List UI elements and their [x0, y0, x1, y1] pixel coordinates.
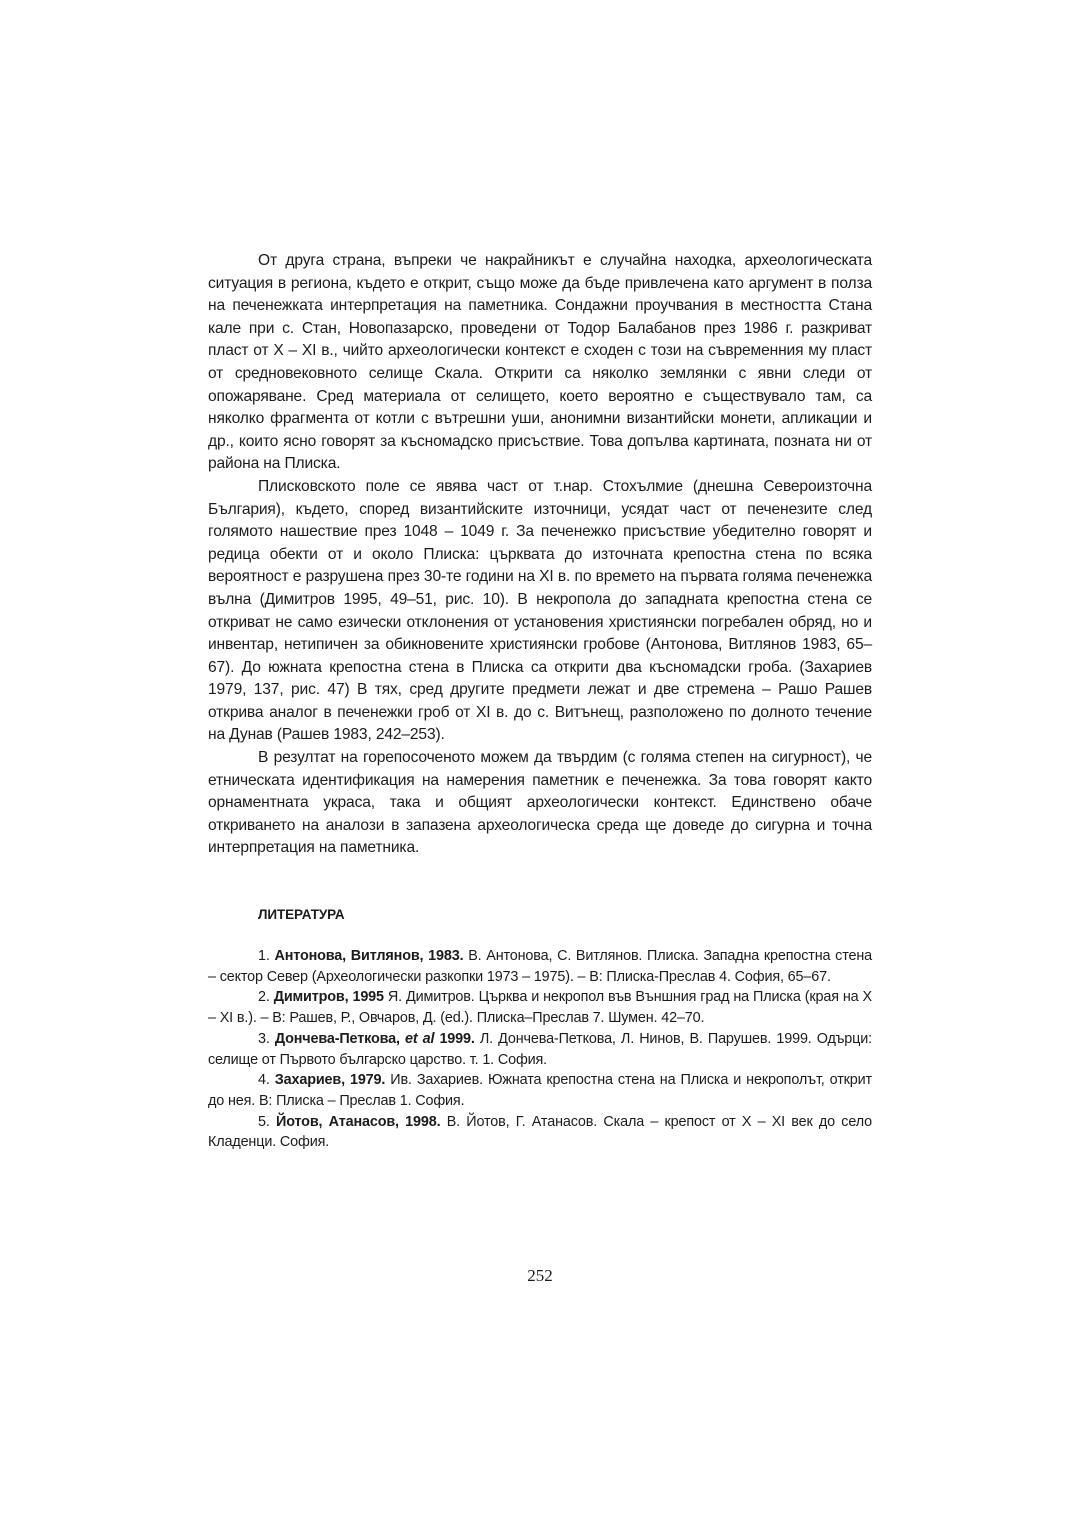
reference-number: 3. [258, 1030, 270, 1047]
reference-item [208, 1112, 872, 1153]
reference-item [208, 1070, 872, 1111]
reference-number: 4. [258, 1072, 270, 1089]
paragraph-1: От друга страна, въпреки че накрайникът е случайна находка, археологическата ситуация в региона, където е открит, също може да бъде привлечена като аргумент в полза на печенежката интерпретация на паметника. Сондажни проучвания в местността Стана кале при с. Стан, Новопазарско, проведени от Тодор Балабанов през 1986 г. разкриват пласт от Х – ХI в., чийто археологически контекст е сходен с този на съвременния му пласт от средновековното селище Скала. Открити са няколко землянки с явни следи от опожаряване. Сред материала от селището, което вероятно е съществувало там, са няколко фрагмента от котли с вътрешни уши, анонимни византийски монети, апликации и др., които ясно говорят за късномадско присъствие. Това допълва картината, позната ни от района на Плиска. [208, 252, 872, 473]
reference-text: Ив. Захариев. Южната крепостна стена на Плиска и некрополът, открит до нея. В: Плиска – Преслав 1. София. [208, 1072, 872, 1109]
paragraph-2: Плисковското поле се явява част от т.нар. Стохълмие (днешна Североизточна България), където, според византийските източници, усядат част от печенезите след голямото нашествие през 1048 – 1049 г. За печенежко присъствие убедително говорят и редица обекти от и около Плиска: църквата до източната крепостна стена по всяка вероятност е разрушена през 30-те години на ХI в. по времето на първата голяма печенежка вълна (Димитров 1995, 49–51, рис. 10). В некропола до западната крепостна стена се откриват не само езически отклонения от установения християнски погребален обряд, но и инвентар, нетипичен за обикновените християнски гробове (Антонова, Витлянов 1983, 65–67). До южната крепостна стена в Плиска са открити два късномадски гроба. (Захариев 1979, 137, рис. 47) В тях, сред другите предмети лежат и две стремена – Рашо Рашев открива аналог в печенежки гроб от ХI в. до с. Витънещ, разположено по долното течение на Дунав (Рашев 1983, 242–253). [208, 477, 872, 744]
reference-number: 2. [258, 989, 270, 1006]
reference-author-etal: et al [404, 1030, 435, 1047]
reference-item [208, 1029, 872, 1070]
reference-author: Антонова, Витлянов, 1983. [274, 948, 464, 965]
reference-text: Я. Димитров. Църква и некропол във Външния град на Плиска (края на Х – ХI в.). – В: Рашев, Р., Овчаров, Д. (ed.). Плиска–Преслав 7. Шумен. 42–70. [208, 989, 872, 1027]
reference-item [208, 946, 872, 987]
reference-author: Дончева-Петкова, et al 1999. [274, 1030, 475, 1047]
reference-item [208, 987, 872, 1028]
references-list [208, 946, 872, 1153]
page-number: 252 [527, 1266, 553, 1285]
reference-text: В. Антонова, С. Витлянов. Плиска. Западна крепостна стена – сектор Север (Археологически разкопки 1973 – 1975). – В: Плиска-Преслав 4. София, 65–67. [208, 948, 872, 985]
page-content [208, 250, 872, 1153]
reference-author: Димитров, 1995 [273, 989, 384, 1006]
reference-number: 5. [258, 1113, 270, 1130]
reference-text: В. Йотов, Г. Атанасов. Скала – крепост от Х – ХI век до село Кладенци. София. [208, 1113, 872, 1151]
reference-author: Захариев, 1979. [274, 1072, 386, 1089]
reference-number: 1. [258, 948, 270, 965]
paragraph-3: В резултат на горепосоченото можем да твърдим (с голяма степен на сигурност), че етническата идентификация на намерения паметник е печенежка. За това говорят както орнаментната украса, така и общият археологически контекст. Единствено обаче откриването на аналози в запазена археологическа среда ще доведе до сигурна и точна интерпретация на паметника. [208, 749, 872, 857]
reference-text: Л. Дончева-Петкова, Л. Нинов, В. Парушев. 1999. Одърци: селище от Първото българско царство. т. 1. София. [208, 1030, 872, 1068]
reference-author: Йотов, Атанасов, 1998. [276, 1113, 441, 1130]
references-heading: ЛИТЕРАТУРА [258, 907, 345, 923]
article-body [208, 250, 872, 860]
